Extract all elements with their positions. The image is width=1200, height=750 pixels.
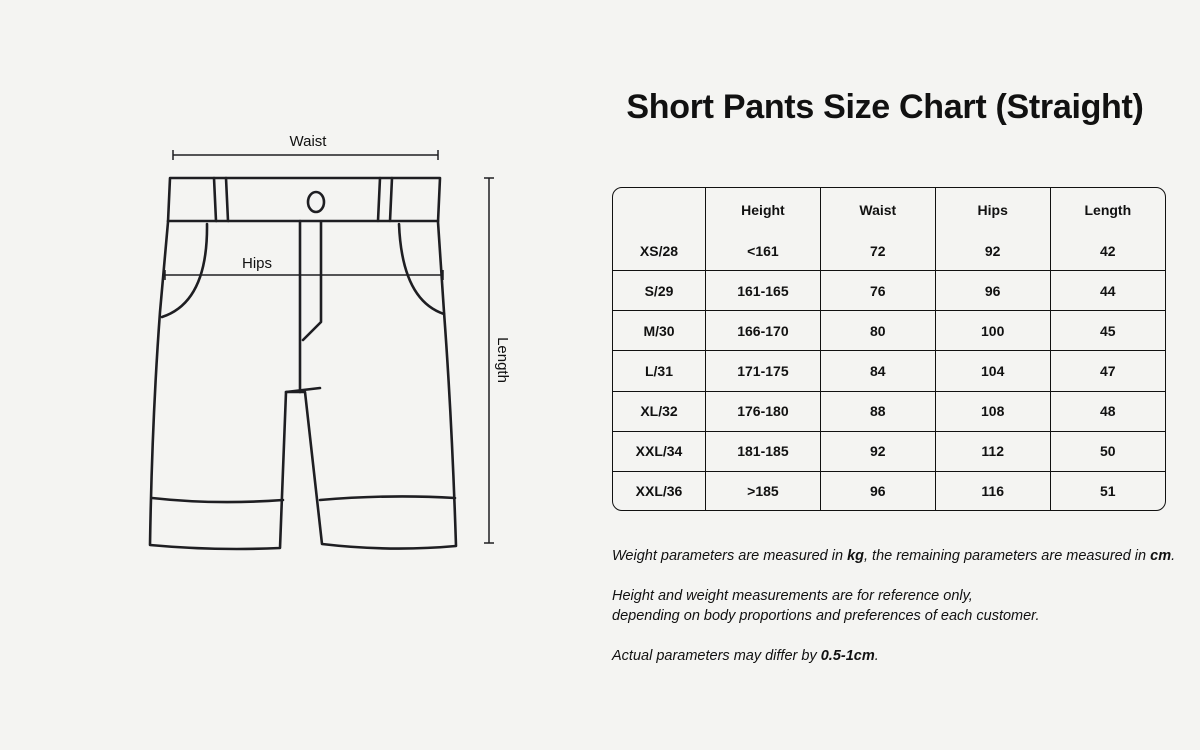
table-cell: 112 [935,431,1050,471]
table-cell: 76 [820,271,935,311]
size-cell: S/29 [613,271,706,311]
table-cell: 42 [1050,232,1165,271]
header-cell: Length [1084,202,1132,218]
table-cell: 116 [935,471,1050,510]
table-cell: 72 [820,232,935,271]
table-cell: 176-180 [706,391,821,431]
note-tolerance: Actual parameters may differ by 0.5-1cm. [612,648,879,664]
size-cell: M/30 [613,311,706,351]
fly-stitch [303,222,321,340]
waist-button [308,192,324,212]
table-row [613,431,1165,471]
table-row [613,232,1165,271]
table-row [613,271,1165,311]
pocket-right [399,224,444,314]
page-title: Short Pants Size Chart (Straight) [626,88,1144,126]
table-cell: 108 [935,391,1050,431]
table-cell: 100 [935,311,1050,351]
table-cell: 96 [935,271,1050,311]
header-cell: Height [706,188,821,232]
table-cell: <161 [706,232,821,271]
note-units: Weight parameters are measured in kg, the remaining parameters are measured in cm. [612,548,1176,564]
table-cell: 84 [820,351,935,391]
header-cell: Waist [820,188,935,232]
size-cell: XXL/36 [613,471,706,510]
belt-loop-right [378,178,392,221]
table-cell: 50 [1050,431,1165,471]
pocket-left [162,224,207,317]
table-cell: 88 [820,391,935,431]
table-row [613,391,1165,431]
header-cell [613,188,706,232]
table-cell: 171-175 [706,351,821,391]
length-label: Length [494,337,511,383]
size-table [613,188,1165,510]
cuff-right [320,496,455,500]
table-cell: 181-185 [706,431,821,471]
table-cell: 92 [935,232,1050,271]
note-reference: Height and weight measurements are for reference only, depending on body proportions and preferences of each customer. [612,588,1040,624]
cuff-left [152,498,283,502]
table-cell: 161-165 [706,271,821,311]
table-row [613,311,1165,351]
table-cell: 92 [820,431,935,471]
table-cell: 48 [1050,391,1165,431]
size-cell: XS/28 [613,232,706,271]
table-cell: 104 [935,351,1050,391]
table-row [613,471,1165,510]
table-cell: 51 [1100,482,1116,499]
shorts-outline [150,178,456,549]
table-cell: 96 [820,471,935,510]
table-cell: 44 [1050,271,1165,311]
size-cell: XL/32 [613,391,706,431]
table-cell: >185 [706,471,821,510]
notes [612,546,1192,686]
table-header-row [613,188,1165,232]
size-cell: L/31 [613,351,706,391]
size-cell: XXL/34 [613,431,706,471]
table-row [613,351,1165,391]
header-cell: Hips [935,188,1050,232]
table-cell: 47 [1050,351,1165,391]
hips-label: Hips [241,255,273,272]
table-cell: 80 [820,311,935,351]
table-cell: 45 [1050,311,1165,351]
table-cell: 166-170 [706,311,821,351]
belt-loop-left [214,178,228,221]
waist-label: Waist [289,133,327,150]
size-table-container [612,187,1166,511]
